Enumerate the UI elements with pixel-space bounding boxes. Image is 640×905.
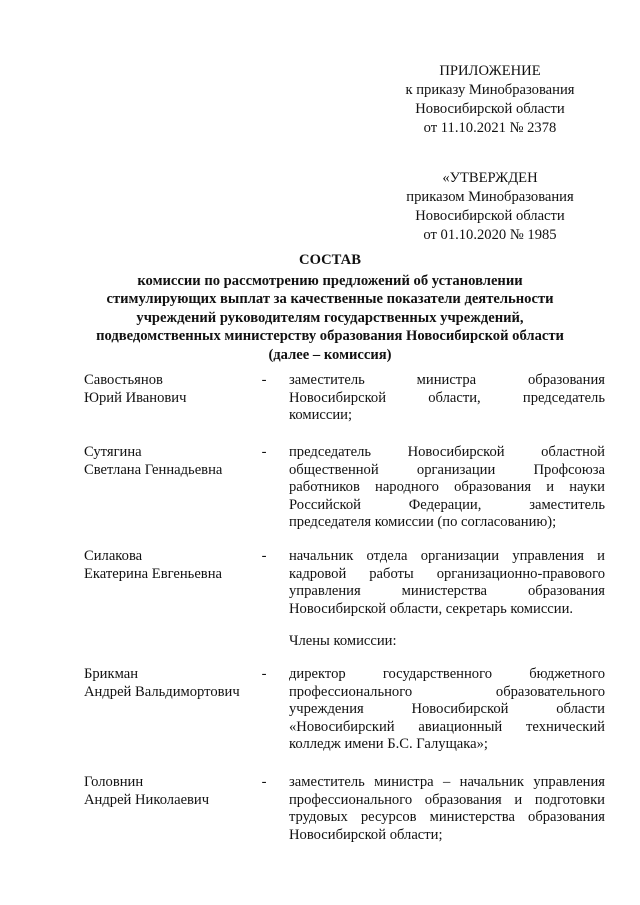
member-name: [84, 666, 259, 701]
role-line: работников народного образования и науки: [289, 479, 605, 496]
appendix-region: Новосибирской области: [415, 101, 565, 117]
role-line: профессионального образовательного: [289, 683, 605, 700]
approval-order-ref: приказом Минобразования: [406, 189, 574, 205]
member-role: [289, 372, 605, 425]
member-given-names: Екатерина Евгеньевна: [84, 565, 222, 582]
member-surname: Головнин: [84, 774, 144, 790]
dash-separator: -: [261, 774, 267, 790]
role-line: управления министерства образования: [289, 583, 605, 600]
dash-separator: -: [261, 548, 267, 564]
members-heading: Члены комиссии:: [289, 633, 397, 649]
role-line: Новосибирской области, председатель: [289, 389, 605, 406]
title-heading: СОСТАВ: [299, 252, 361, 268]
role-line: председателя комиссии (по согласованию);: [289, 514, 557, 531]
appendix-block: [380, 62, 600, 138]
member-role: [289, 548, 605, 618]
role-line: Российской Федерации, заместитель: [289, 496, 605, 513]
approval-title: «УТВЕРЖДЕН: [442, 170, 538, 186]
role-line: «Новосибирский авиационный технический: [289, 718, 605, 735]
member-role: [289, 774, 605, 844]
member-given-names: Светлана Геннадьевна: [84, 461, 223, 478]
role-line: Новосибирской области;: [289, 826, 443, 843]
title-line: (далее – комиссия): [268, 346, 392, 363]
role-line: Новосибирской области, секретарь комиссии.: [289, 600, 574, 617]
role-line: начальник отдела организации управления и: [289, 548, 605, 564]
role-line: учреждения Новосибирской области: [289, 701, 605, 718]
document-title: [60, 251, 600, 364]
role-line: директор государственного бюджетного: [289, 666, 605, 682]
approval-region: Новосибирской области: [415, 208, 565, 224]
approval-block: [380, 169, 600, 245]
dash-separator: -: [261, 372, 267, 388]
member-given-names: Андрей Вальдимортович: [84, 683, 240, 700]
role-line: заместитель министра образования: [289, 372, 605, 388]
role-line: заместитель министра – начальник управления: [289, 774, 605, 790]
member-name: [84, 548, 259, 583]
role-line: комиссии;: [289, 407, 353, 424]
title-line: комиссии по рассмотрению предложений об установлении: [137, 272, 523, 289]
dash-separator: -: [261, 666, 267, 682]
member-surname: Савостьянов: [84, 372, 163, 388]
role-line: трудовых ресурсов министерства образования: [289, 809, 605, 826]
title-line: подведомственных министерству образования Новосибирской области: [96, 328, 564, 344]
appendix-order-ref: к приказу Минобразования: [405, 82, 575, 98]
role-line: профессионального образования и подготовки: [289, 791, 605, 808]
approval-date-number: от 01.10.2020 № 1985: [423, 227, 557, 243]
role-line: кадровой работы организационно-правового: [289, 565, 605, 582]
appendix-title: ПРИЛОЖЕНИЕ: [439, 63, 541, 79]
member-role: [289, 666, 605, 754]
member-given-names: Юрий Иванович: [84, 389, 187, 406]
member-given-names: Андрей Николаевич: [84, 791, 210, 808]
member-name: [84, 372, 259, 407]
member-surname: Сутягина: [84, 444, 142, 460]
member-surname: Силакова: [84, 548, 143, 564]
role-line: общественной организации Профсоюза: [289, 461, 605, 478]
appendix-date-number: от 11.10.2021 № 2378: [423, 120, 557, 136]
member-surname: Брикман: [84, 666, 138, 682]
title-line: стимулирующих выплат за качественные показатели деятельности: [106, 291, 554, 307]
member-name: [84, 774, 259, 809]
role-line: председатель Новосибирской областной: [289, 444, 605, 460]
role-line: колледж имени Б.С. Галущака»;: [289, 736, 488, 753]
title-line: учреждений руководителям государственных учреждений,: [136, 309, 524, 326]
member-role: [289, 444, 605, 532]
dash-separator: -: [261, 444, 267, 460]
member-name: [84, 444, 259, 479]
